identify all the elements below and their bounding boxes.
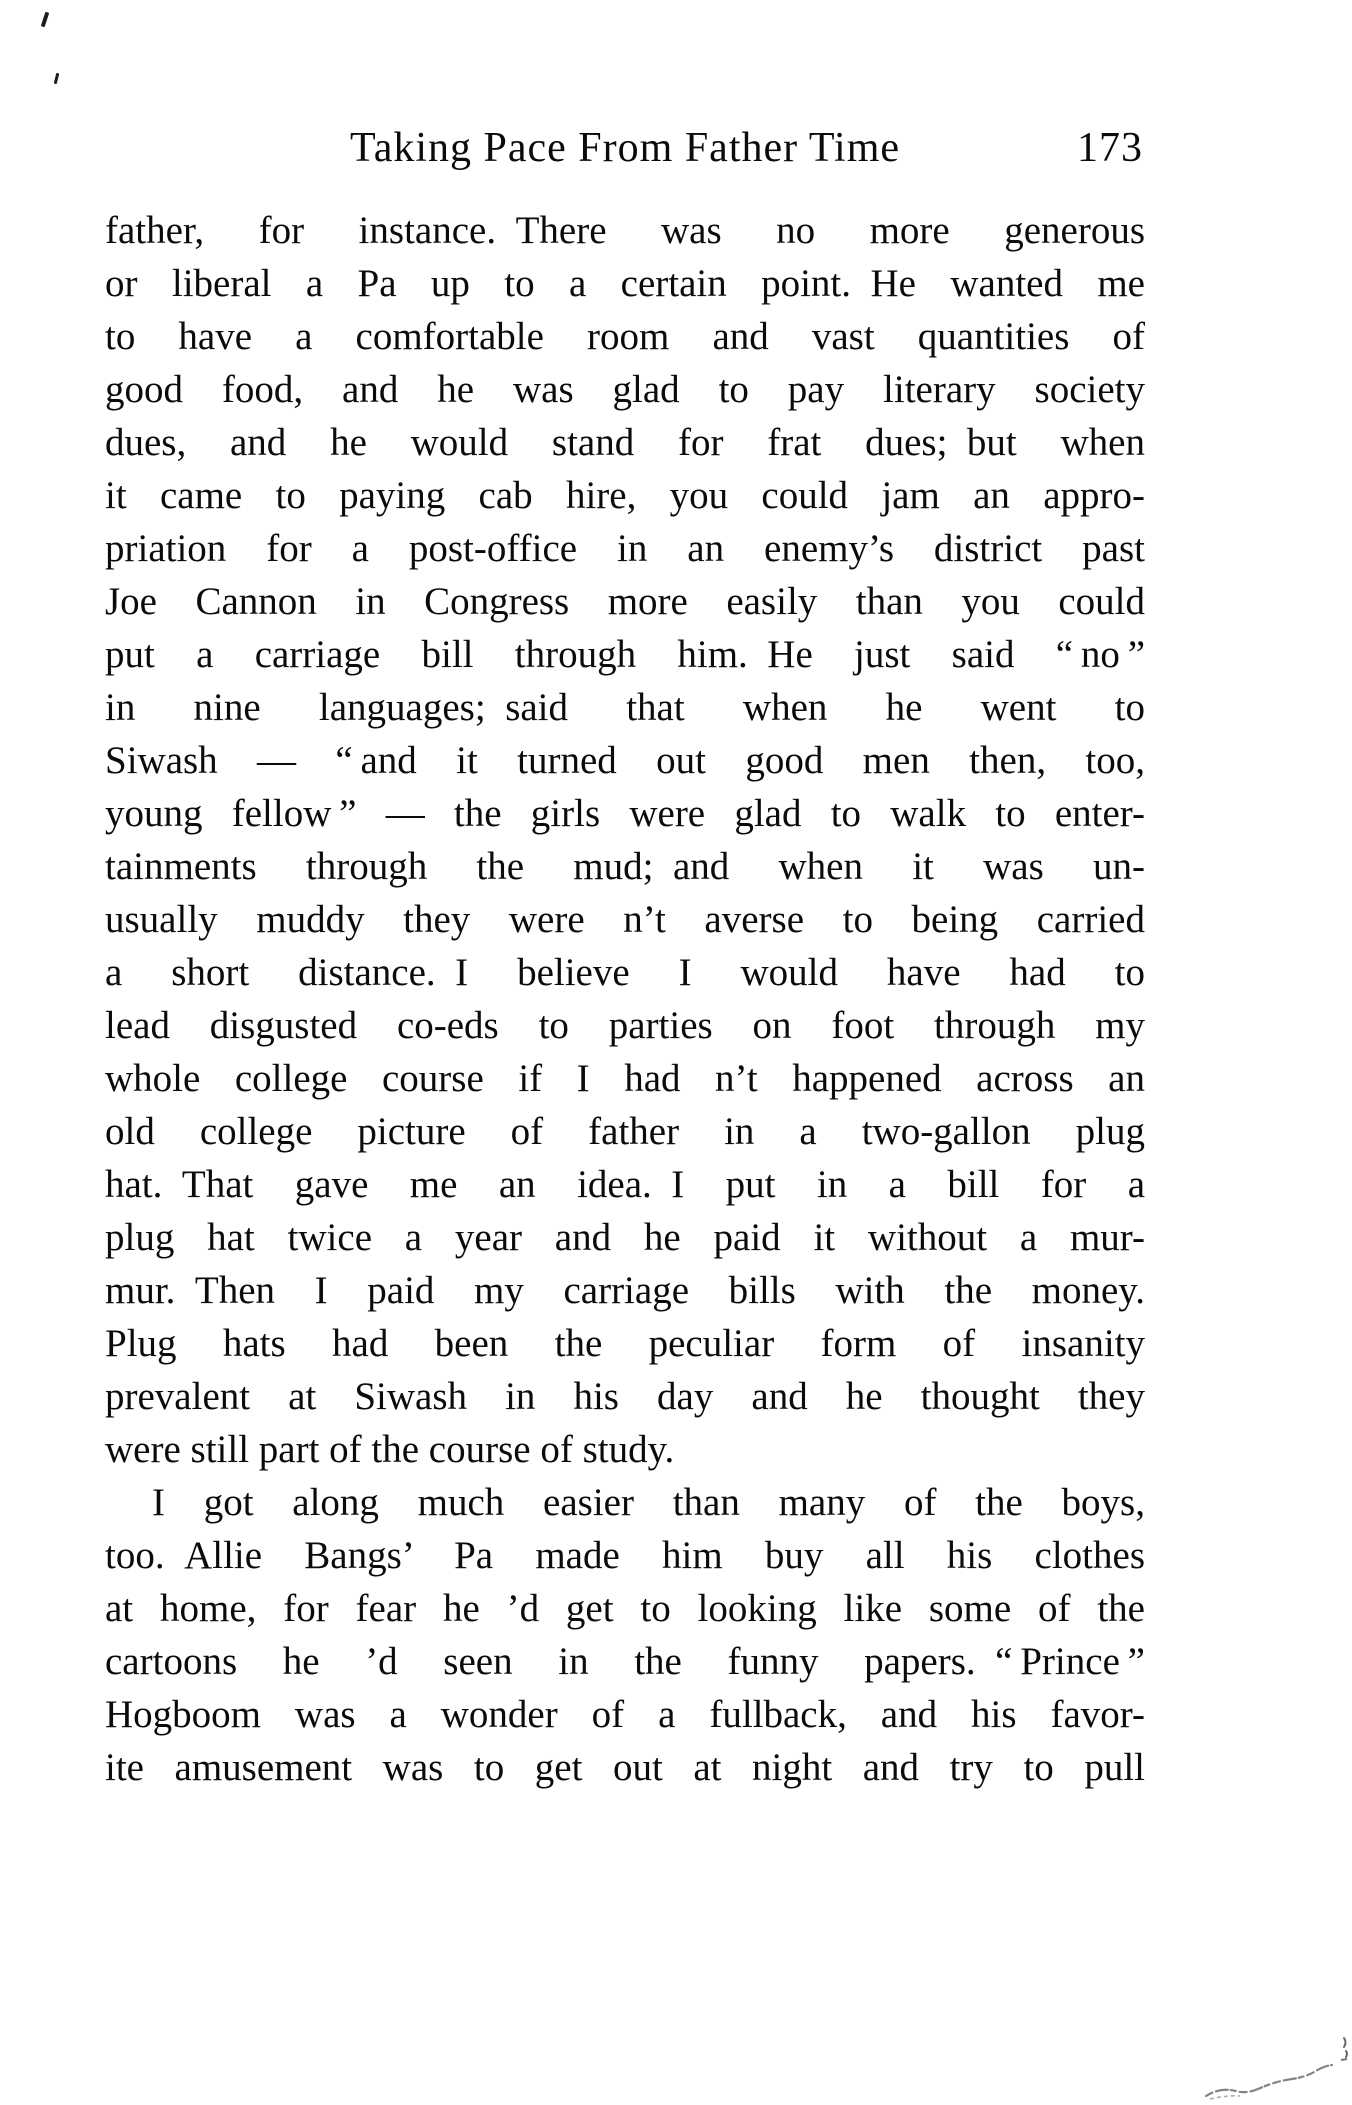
text-line: Plug hats had been the peculiar form of insanity xyxy=(105,1322,1145,1365)
chapter-title: Taking Pace From Father Time xyxy=(349,125,901,171)
text-line: a short distance. I believe I would have had to xyxy=(105,951,1145,994)
text-line: dues, and he would stand for frat dues; but when xyxy=(105,421,1145,464)
text-line: father, for instance. There was no more generous xyxy=(105,209,1145,252)
text-line: whole college course if I had n’t happened across an xyxy=(105,1057,1145,1100)
text-line-paragraph-end: were still part of the course of study. xyxy=(105,1428,675,1471)
scan-smudge-bottom-right xyxy=(1198,2018,1352,2105)
text-line: old college picture of father in a two-gallon plug xyxy=(105,1110,1145,1153)
text-line: lead disgusted co-eds to parties on foot through my xyxy=(105,1004,1145,1047)
scan-ink-mark-top-left-1 xyxy=(41,12,49,28)
text-line: usually muddy they were n’t averse to being carried xyxy=(105,898,1145,941)
text-line: Joe Cannon in Congress more easily than you could xyxy=(105,580,1145,623)
text-line: in nine languages; said that when he went to xyxy=(105,686,1145,729)
text-line-paragraph-start: I got along much easier than many of the boys, xyxy=(152,1481,1145,1524)
text-line: Hogboom was a wonder of a fullback, and his favor- xyxy=(105,1693,1145,1736)
text-line: too. Allie Bangs’ Pa made him buy all his clothes xyxy=(105,1534,1145,1577)
text-line: prevalent at Siwash in his day and he thought they xyxy=(105,1375,1145,1418)
text-line: to have a comfortable room and vast quantities of xyxy=(105,315,1145,358)
text-line: or liberal a Pa up to a certain point. He wanted me xyxy=(105,262,1145,305)
running-head xyxy=(105,120,1145,176)
text-line: it came to paying cab hire, you could jam an appro- xyxy=(105,474,1145,517)
page-number: 173 xyxy=(1077,125,1143,171)
text-line: ite amusement was to get out at night and try to pull xyxy=(105,1746,1145,1789)
text-line: mur. Then I paid my carriage bills with the money. xyxy=(105,1269,1145,1312)
scan-ink-mark-top-left-2 xyxy=(54,73,60,84)
text-line: young fellow ” — the girls were glad to walk to enter- xyxy=(105,792,1145,835)
text-line: tainments through the mud; and when it was un- xyxy=(105,845,1145,888)
page-text xyxy=(105,204,1145,1794)
text-line: priation for a post-office in an enemy’s district past xyxy=(105,527,1145,570)
text-line: plug hat twice a year and he paid it without a mur- xyxy=(105,1216,1145,1259)
text-line: good food, and he was glad to pay literary society xyxy=(105,368,1145,411)
text-line: hat. That gave me an idea. I put in a bill for a xyxy=(105,1163,1145,1206)
text-line: at home, for fear he ’d get to looking like some of the xyxy=(105,1587,1145,1630)
text-line: Siwash — “ and it turned out good men then, too, xyxy=(105,739,1145,782)
text-line: cartoons he ’d seen in the funny papers. “ Prince ” xyxy=(105,1640,1145,1683)
text-line: put a carriage bill through him. He just said “ no ” xyxy=(105,633,1145,676)
